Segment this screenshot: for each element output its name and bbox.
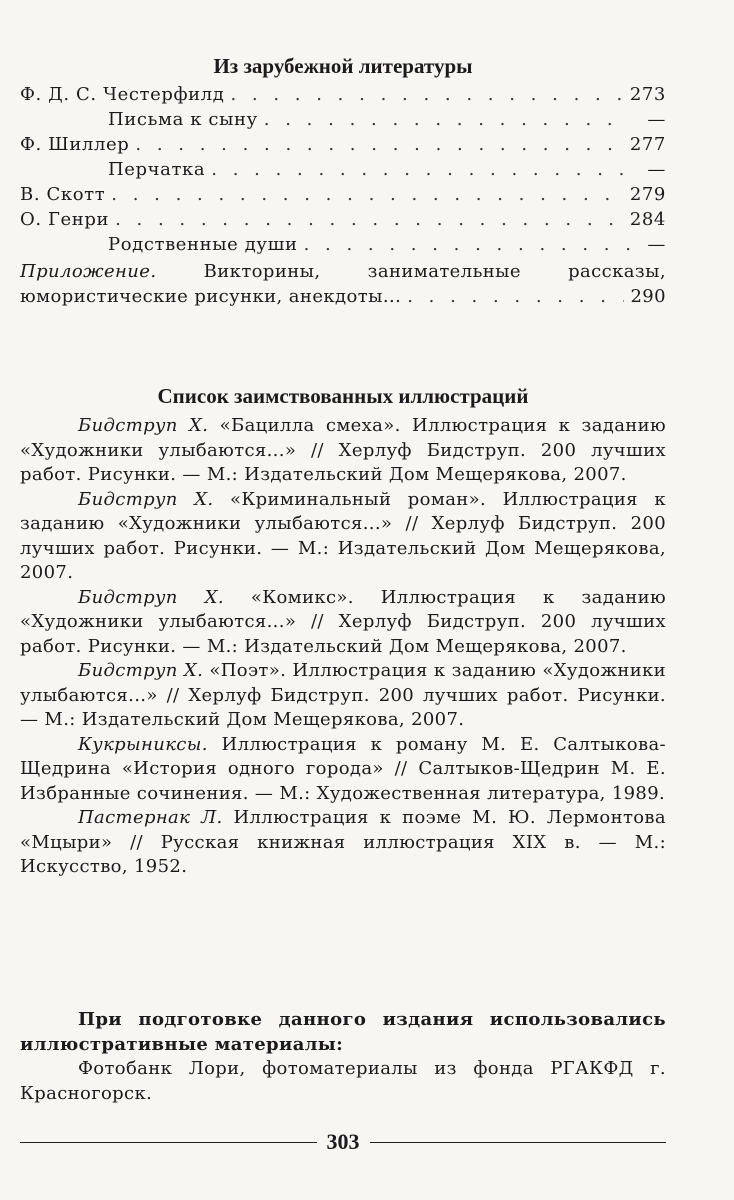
appendix-text-2: юмористические рисунки, анекдоты... xyxy=(20,286,402,307)
entry-author: Бидструп Х. xyxy=(78,415,209,436)
dot-leader xyxy=(135,134,623,155)
footer-rule-right xyxy=(370,1142,667,1143)
dot-leader xyxy=(115,209,624,230)
toc-page-number: 290 xyxy=(630,286,666,307)
appendix-line-1 xyxy=(20,259,666,284)
entry-text: Иллюстрация к поэме М. Ю. Лермонтова «Мцыри» // Русская книжная иллюстрация XIX в. — М.: Искусство, 1952. xyxy=(20,807,667,877)
toc-page-number: 284 xyxy=(629,209,666,230)
dot-leader xyxy=(407,284,624,309)
entry-author: Пастернак Л. xyxy=(78,807,223,828)
materials-note xyxy=(20,1008,666,1106)
appendix-label: Приложение. xyxy=(20,261,157,282)
footer-rule-left xyxy=(20,1142,317,1143)
toc-page-number: — xyxy=(647,159,666,180)
materials-lead: При подготовке данного издания использовались иллюстративные материалы: xyxy=(20,1009,666,1055)
appendix-line-2 xyxy=(20,284,666,309)
list-item xyxy=(20,733,666,807)
dot-leader xyxy=(304,234,630,255)
appendix-text-1: Викторины, занимательные рассказы, xyxy=(203,261,666,282)
toc-entry-title: Письма к сыну xyxy=(108,109,258,130)
toc-page-number: 273 xyxy=(629,84,666,105)
entry-text: «Поэт». Иллюстрация к заданию «Художники улыбаются...» // Херлуф Бидструп. 200 лучших работ. Рисунки. — М.: Издательский Дом Мещерякова, 2007. xyxy=(20,660,666,730)
toc-row xyxy=(20,209,666,234)
toc-row xyxy=(20,159,666,184)
toc-row xyxy=(20,84,666,109)
toc-row xyxy=(20,234,666,259)
entry-text: Иллюстрация к роману М. Е. Салтыкова-Щедрина «История одного города» // Салтыков-Щедрин М. Е. Избранные сочинения. — М.: Художественная литература, 1989. xyxy=(20,733,666,804)
toc-page-number: 277 xyxy=(629,134,666,155)
entry-text: «Криминальный роман». Иллюстрация к заданию «Художники улыбаются...» // Херлуф Бидструп. 200 лучших работ. Рисунки. — М.: Издательский Дом Мещерякова, 2007. xyxy=(20,488,666,583)
section-title-illustrations: Список заимствованных иллюстраций xyxy=(157,384,529,408)
entry-author: Бидструп Х. xyxy=(78,488,214,510)
toc-page-number: — xyxy=(647,109,666,130)
list-item xyxy=(20,488,666,586)
list-item xyxy=(20,806,666,880)
illustrations-list xyxy=(20,414,666,880)
entry-author: Бидструп Х. xyxy=(78,660,204,681)
entry-author: Кукрыниксы. xyxy=(78,733,208,755)
entry-author: Бидструп Х. xyxy=(78,586,224,608)
toc-row xyxy=(20,184,666,209)
section-title-foreign-literature: Из зарубежной литературы xyxy=(213,54,473,78)
list-item xyxy=(20,659,666,733)
toc-entry-title: Ф. Д. С. Честерфилд xyxy=(20,84,225,105)
toc-page-number: — xyxy=(647,234,666,255)
list-item xyxy=(20,414,666,488)
toc-entry-title: Перчатка xyxy=(108,159,206,180)
table-of-contents xyxy=(20,84,666,309)
toc-entry-title: О. Генри xyxy=(20,209,110,230)
toc-row xyxy=(20,134,666,159)
dot-leader xyxy=(230,84,623,105)
dot-leader xyxy=(264,109,630,130)
toc-row xyxy=(20,109,666,134)
toc-entry-title: Ф. Шиллер xyxy=(20,134,130,155)
dot-leader xyxy=(211,159,630,180)
toc-appendix xyxy=(20,259,666,309)
entry-text: «Комикс». Иллюстрация к заданию «Художники улыбаются...» // Херлуф Бидструп. 200 лучших работ. Рисунки. — М.: Издательский Дом Мещерякова, 2007. xyxy=(20,586,666,657)
page-number: 303 xyxy=(326,1129,360,1154)
page-footer xyxy=(20,1127,666,1157)
dot-leader xyxy=(111,184,624,205)
list-item xyxy=(20,586,666,660)
entry-text: «Бацилла смеха». Иллюстрация к заданию «Художники улыбаются...» // Херлуф Бидструп. 200 лучших работ. Рисунки. — М.: Издательский Дом Мещерякова, 2007. xyxy=(20,415,667,485)
materials-body: Фотобанк Лори, фотоматериалы из фонда РГАКФД г. Красногорск. xyxy=(20,1058,666,1104)
toc-page-number: 279 xyxy=(629,184,666,205)
toc-entry-title: Родственные души xyxy=(108,234,298,255)
toc-entry-title: В. Скотт xyxy=(20,184,106,205)
